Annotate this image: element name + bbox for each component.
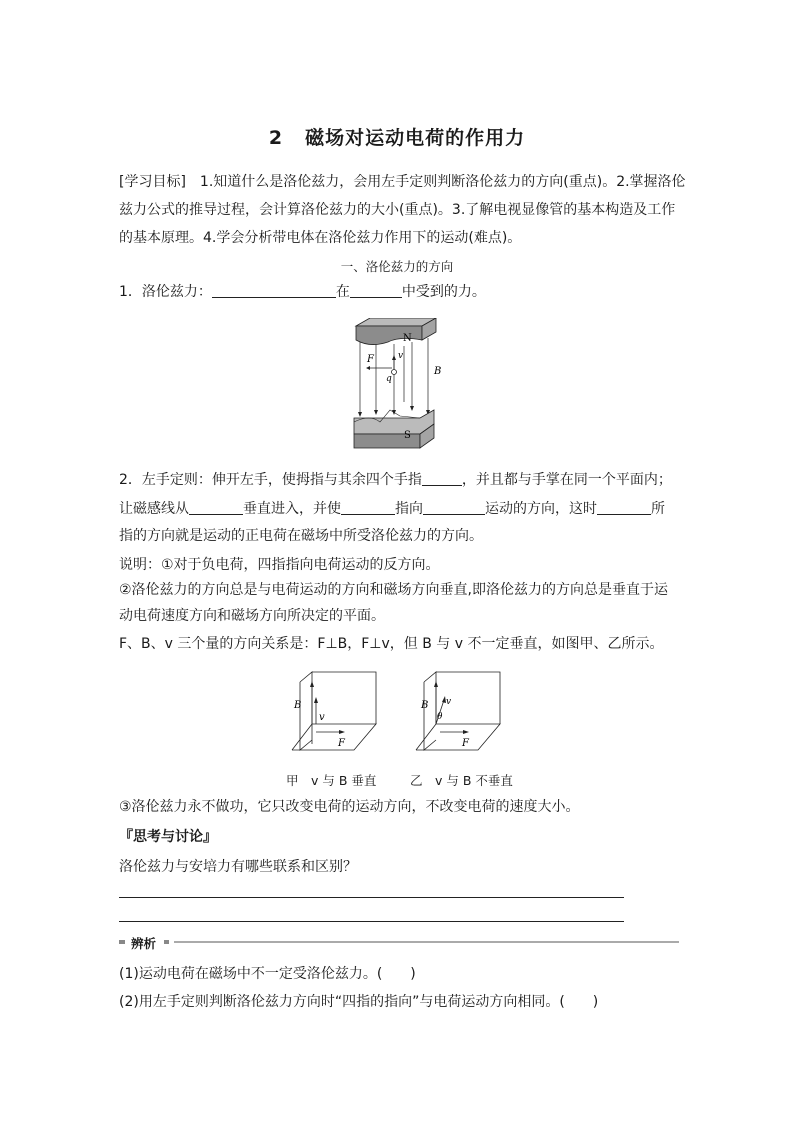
analysis-heading: 辨析 — [131, 936, 157, 951]
figure-perpendicular — [282, 662, 382, 754]
fig1-n-label: N — [403, 333, 412, 344]
title-number: 2 — [268, 127, 284, 149]
fig2-right-b-label: B — [421, 700, 429, 711]
fig2-left-caption: 甲 v 与 B 垂直 — [286, 773, 377, 788]
note-2-line-1: ②洛伦兹力的方向总是与电荷运动的方向和磁场方向垂直,即洛伦兹力的方向总是垂直于运 — [119, 582, 668, 598]
fig2-right-f-label: F — [462, 738, 469, 749]
blank-3[interactable] — [422, 471, 462, 486]
item-1 — [119, 283, 486, 300]
blank-7[interactable] — [597, 500, 651, 515]
analysis-header — [119, 934, 679, 950]
objectives-line-1: [学习目标] 1.知道什么是洛伦兹力，会用左手定则判断洛伦兹力的方向(重点)。2.掌握洛伦 — [119, 174, 686, 190]
fig2-right-caption: 乙 v 与 B 不垂直 — [410, 773, 513, 788]
item-2-text-c: 让磁感线从 — [119, 501, 189, 517]
analysis-left-mark — [119, 940, 125, 944]
item-2-text-a: 2．左手定则：伸开左手，使拇指与其余四个手指 — [119, 472, 422, 488]
think-question: 洛伦兹力与安培力有哪些联系和区别？ — [119, 859, 357, 875]
magnet-figure — [340, 318, 450, 456]
relation-text: F、B、v 三个量的方向关系是：F⊥B，F⊥v，但 B 与 v 不一定垂直，如图甲、乙所示。 — [119, 636, 664, 652]
item-2-line-1 — [119, 471, 672, 488]
item-2-text-d: 垂直进入，并使 — [243, 501, 341, 517]
fig1-b-label: B — [434, 366, 442, 377]
objectives-line-3: 的基本原理。4.学会分析带电体在洛伦兹力作用下的运动(难点)。 — [119, 230, 522, 246]
blank-6[interactable] — [423, 500, 485, 515]
blank-5[interactable] — [341, 500, 395, 515]
item-2-text-b: ，并且都与手掌在同一个平面内； — [461, 472, 672, 488]
note-1: 说明：①对于负电荷，四指指向电荷运动的反方向。 — [119, 557, 440, 573]
fig1-f-label: F — [367, 354, 374, 365]
fig2-left-f-label: F — [338, 738, 345, 749]
fig2-right-v-label: v — [446, 697, 452, 707]
answer-line-2[interactable] — [119, 921, 624, 922]
objectives-line-2: 兹力公式的推导过程，会计算洛伦兹力的大小(重点)。3.了解电视显像管的基本构造及工作 — [119, 202, 676, 218]
answer-line-1[interactable] — [119, 897, 624, 898]
title-text: 磁场对运动电荷的作用力 — [305, 127, 526, 149]
section-heading: 一、洛伦兹力的方向 — [340, 259, 454, 274]
fig1-v-label: v — [398, 351, 404, 361]
item-1-prefix: 1．洛伦兹力： — [119, 284, 212, 300]
fig1-q-label: q — [386, 374, 392, 384]
fig1-s-label: S — [404, 430, 411, 441]
question-1: (1)运动电荷在磁场中不一定受洛伦兹力。( ) — [119, 966, 416, 982]
item-2-line-2 — [119, 500, 665, 517]
analysis-right-mark — [164, 940, 169, 944]
item-2-text-g: 所 — [651, 501, 665, 517]
note-2-line-2: 动电荷速度方向和磁场方向所决定的平面。 — [119, 608, 385, 624]
figure-not-perpendicular — [406, 662, 506, 754]
analysis-rule — [174, 941, 679, 943]
think-heading: 『思考与讨论』 — [119, 829, 217, 845]
blank-1[interactable] — [212, 283, 336, 298]
item-2-text-f: 运动的方向，这时 — [485, 501, 597, 517]
fig2-left-v-label: v — [319, 712, 325, 723]
blank-2[interactable] — [350, 283, 402, 298]
fig2-left-b-label: B — [294, 700, 302, 711]
question-2: (2)用左手定则判断洛伦兹力方向时“四指的指向”与电荷运动方向相同。( ) — [119, 994, 599, 1010]
item-1-suffix: 中受到的力。 — [401, 284, 486, 300]
item-2-text-e: 指向 — [395, 501, 423, 517]
blank-4[interactable] — [189, 500, 243, 515]
note-3: ③洛伦兹力永不做功，它只改变电荷的运动方向，不改变电荷的速度大小。 — [119, 799, 580, 815]
item-1-mid: 在 — [335, 284, 350, 300]
fig2-right-theta-label: θ — [437, 712, 443, 722]
item-2-line-3: 指的方向就是运动的正电荷在磁场中所受洛伦兹力的方向。 — [119, 528, 483, 544]
page-title — [0, 123, 794, 150]
